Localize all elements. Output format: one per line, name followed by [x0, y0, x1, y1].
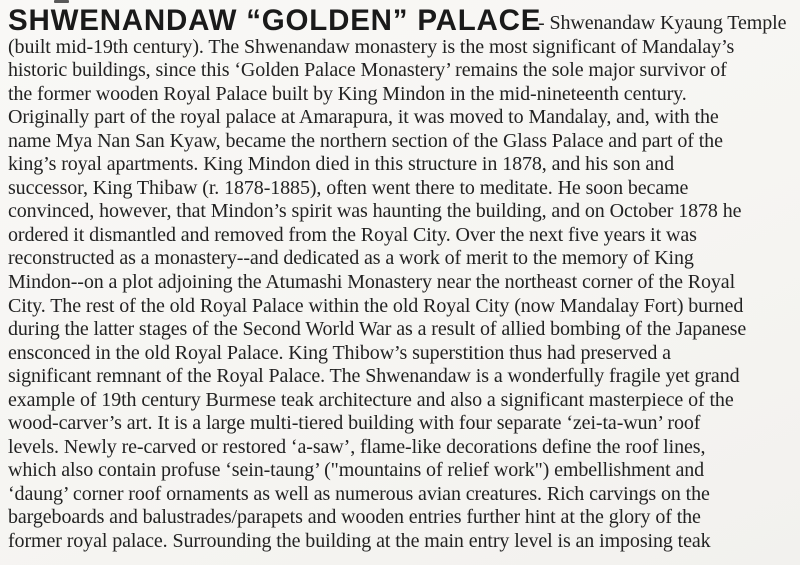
body-line: king’s royal apartments. King Mindon died in this structure in 1878, and his son and — [8, 153, 674, 176]
body-line: successor, King Thibaw (r. 1878-1885), often went there to meditate. He soon became — [8, 176, 689, 199]
body-line: ordered it dismantled and removed from the Royal City. Over the next five years it was — [8, 223, 697, 246]
body-line: ‘daung’ corner roof ornaments as well as numerous avian creatures. Rich carvings on the — [8, 482, 710, 505]
body-line: wood-carver’s art. It is a large multi-tiered building with four separate ‘zei-ta-wun’ roof — [8, 412, 701, 435]
body-line: reconstructed as a monastery--and dedicated as a work of merit to the memory of King — [8, 247, 694, 270]
body-line: bargeboards and balustrades/parapets and wooden entries further hint at the glory of the — [8, 506, 701, 529]
body-line: convinced, however, that Mindon’s spirit was haunting the building, and on October 1878 he — [8, 200, 742, 223]
scan-artifact — [54, 0, 69, 3]
body-line: historic buildings, since this ‘Golden Palace Monastery’ remains the sole major survivor of — [8, 59, 727, 82]
page-title: SHWENANDAW “GOLDEN” PALACE — [8, 4, 542, 37]
body-line: name Mya Nan San Kyaw, became the northern section of the Glass Palace and part of the — [8, 129, 723, 152]
heading-subtitle: - Shwenandaw Kyaung Temple — [538, 12, 787, 34]
body-line: former royal palace. Surrounding the building at the main entry level is an imposing teak — [8, 530, 711, 553]
body-line: (built mid-19th century). The Shwenandaw monastery is the most significant of Mandalay’s — [8, 35, 735, 58]
body-line: City. The rest of the old Royal Palace within the old Royal City (now Mandalay Fort) burned — [8, 294, 744, 317]
body-line: ensconced in the old Royal Palace. King Thibow’s superstition thus had preserved a — [8, 341, 671, 364]
body-line: significant remnant of the Royal Palace. The Shwenandaw is a wonderfully fragile yet grand — [8, 365, 740, 388]
body-line: the former wooden Royal Palace built by King Mindon in the mid-nineteenth century. — [8, 82, 687, 105]
body-line: levels. Newly re-carved or restored ‘a-saw’, flame-like decorations define the roof lines, — [8, 435, 706, 458]
body-line: which also contain profuse ‘sein-taung’ ("mountains of relief work") embellishment and — [8, 459, 705, 482]
body-line: Mindon--on a plot adjoining the Atumashi Monastery near the northeast corner of the Royal — [8, 271, 736, 294]
body-line: Originally part of the royal palace at Amarapura, it was moved to Mandalay, and, with the — [8, 106, 719, 129]
body-line: example of 19th century Burmese teak architecture and also a significant masterpiece of the — [8, 388, 734, 411]
body-line: during the latter stages of the Second World War as a result of allied bombing of the Japanese — [8, 318, 747, 341]
